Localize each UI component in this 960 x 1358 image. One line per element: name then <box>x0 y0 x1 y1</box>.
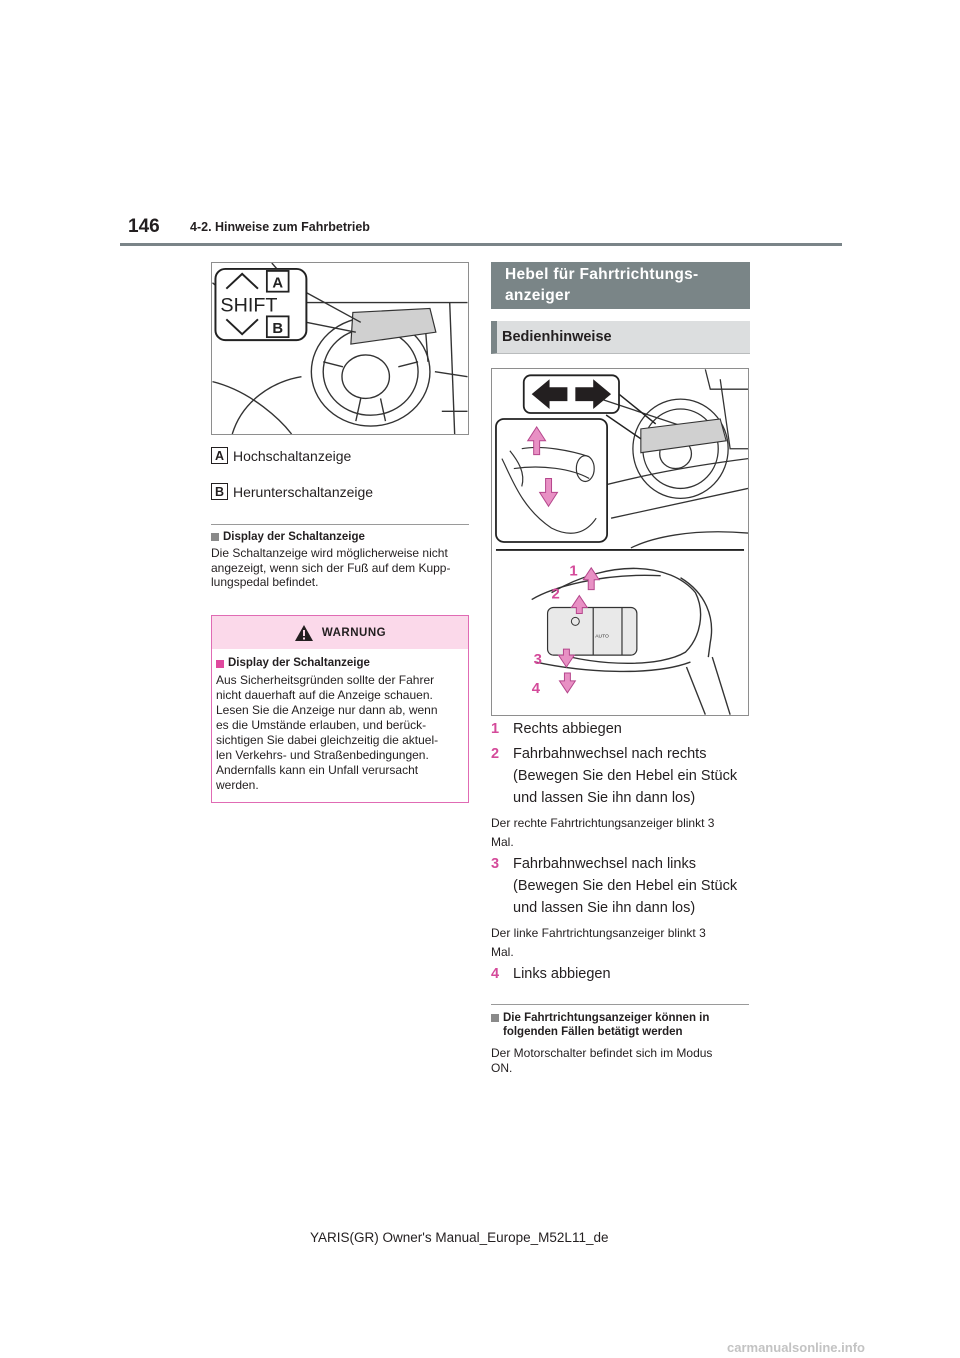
shift-indicator-figure <box>211 262 469 435</box>
legend-key-b: B <box>211 483 228 500</box>
cluster-display-shape <box>641 419 726 453</box>
step-4: 4 Links abbiegen <box>491 966 611 982</box>
warning-header <box>212 616 468 649</box>
warning-triangle-icon <box>294 624 314 642</box>
legend-text-a: Hochschaltanzeige <box>233 447 352 464</box>
svg-text:AUTO: AUTO <box>595 634 609 640</box>
instrument-display-shape <box>351 308 436 344</box>
warning-box <box>211 615 469 803</box>
note-left-signal: Der linke Fahrtrichtungsanzeiger blinkt 3 Mal. <box>491 926 706 959</box>
figure-number-1: 1 <box>569 563 578 580</box>
callout-label-b: B <box>272 321 284 338</box>
figure-number-2: 2 <box>551 586 560 603</box>
watermark[interactable]: carmanualsonline.info <box>727 1340 865 1355</box>
page-number: 146 <box>128 216 160 237</box>
warning-title: WARNUNG <box>321 626 387 639</box>
section-title: Hebel für Fahrtrichtungs- anzeiger <box>491 262 750 309</box>
arrow-4-icon <box>559 673 575 693</box>
step-3: 3 Fahrbahnwechsel nach links (Bewegen Sie den Hebel ein Stück und lassen Sie ihn dann los) <box>491 856 738 916</box>
note-right-signal: Der rechte Fahrtrichtungsanzeiger blinkt 3 Mal. <box>491 816 715 849</box>
bullet-square-icon <box>211 533 219 541</box>
display-heading: Display der Schaltanzeige <box>211 530 365 544</box>
step-1: 1 Rechts abbiegen <box>491 721 622 737</box>
shift-indicator-illustration <box>212 263 468 434</box>
subsection-rule-left <box>211 524 469 525</box>
section-reference: 4-2. Hinweise zum Fahrbetrieb <box>190 220 370 234</box>
footer-manual-id: YARIS(GR) Owner's Manual_Europe_M52L11_de <box>310 1230 609 1245</box>
display-paragraph: Die Schaltanzeige wird möglicherweise nicht angezeigt, wenn sich der Fuß auf dem Kupp- lungspedal befindet. <box>211 546 451 589</box>
legend-row-a <box>211 447 351 464</box>
legend-row-b <box>211 483 373 500</box>
callout-label-a: A <box>272 275 284 292</box>
figure-number-4: 4 <box>531 680 540 697</box>
legend-text-b: Herunterschaltanzeige <box>233 483 374 500</box>
legend-key-a: A <box>211 447 228 464</box>
warning-subheading: Display der Schaltanzeige <box>216 657 370 669</box>
left-turn-arrow-icon <box>532 379 568 409</box>
warning-text: Aus Sicherheitsgründen sollte der Fahrer nicht dauerhaft auf die Anzeige schauen. Lesen Sie die Anzeige nur dann ab, wenn es die Umstände erlauben, und berück- sichtigen Sie dabei gleichzeitig die aktuel- len Verkehrs- und Straßenbedingungen. Andernfalls kann ein Unfall verursacht werden. <box>216 673 439 792</box>
bullet-square-icon <box>491 1014 499 1022</box>
figure-number-3: 3 <box>533 652 542 669</box>
subsection-title: Bedienhinweise <box>491 321 750 354</box>
bottom-paragraph: Der Motorschalter befindet sich im Modus ON. <box>491 1046 713 1075</box>
lever-switch-body <box>548 607 637 655</box>
shift-label: SHIFT <box>220 294 278 317</box>
header-rule <box>120 243 842 246</box>
right-turn-arrow-icon <box>575 379 611 409</box>
turn-signal-illustration <box>492 369 748 715</box>
step-2: 2 Fahrbahnwechsel nach rechts (Bewegen Sie den Hebel ein Stück und lassen Sie ihn dann los) <box>491 746 738 806</box>
subsection-rule-right <box>491 1004 749 1005</box>
arrow-1-icon <box>583 568 599 590</box>
bottom-heading: Die Fahrtrichtungsanzeiger können in folgenden Fällen betätigt werden <box>491 1011 709 1039</box>
bullet-square-icon <box>216 660 224 668</box>
turn-signal-lever-figure <box>491 368 749 716</box>
